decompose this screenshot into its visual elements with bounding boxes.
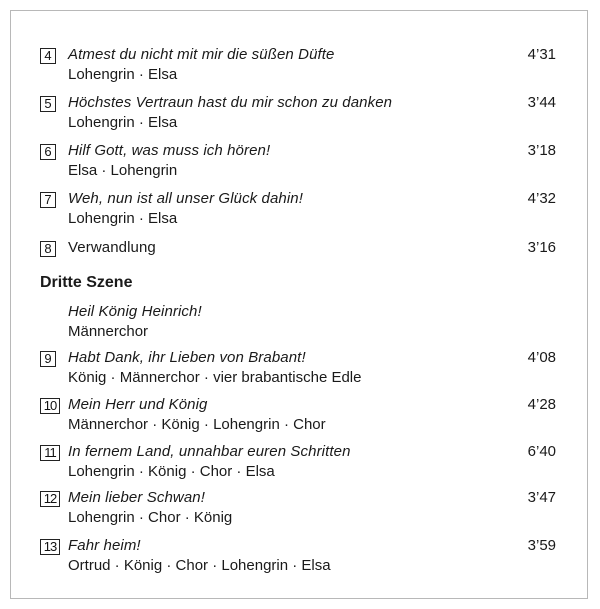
track-item bbox=[0, 140, 600, 180]
track-number: 6 bbox=[40, 144, 56, 160]
track-duration: 3’44 bbox=[527, 94, 556, 111]
track-duration: 6’40 bbox=[527, 443, 556, 460]
track-title: Weh, nun ist all unser Glück dahin! bbox=[68, 190, 304, 207]
track-title: Mein lieber Schwan! bbox=[68, 489, 205, 506]
track-cast: Lohengrin · Elsa bbox=[68, 114, 178, 131]
intro-title: Heil König Heinrich! bbox=[68, 303, 202, 320]
track-duration: 3’16 bbox=[527, 239, 556, 256]
scene-intro bbox=[0, 301, 600, 341]
track-cast: Elsa · Lohengrin bbox=[68, 162, 178, 179]
track-number: 11 bbox=[40, 445, 60, 461]
track-number: 9 bbox=[40, 351, 56, 367]
track-title: Verwandlung bbox=[68, 239, 156, 256]
track-item bbox=[0, 44, 600, 84]
track-number: 13 bbox=[40, 539, 60, 555]
track-duration: 3’47 bbox=[527, 489, 556, 506]
track-item bbox=[0, 487, 600, 527]
track-item bbox=[0, 92, 600, 132]
track-cast: König · Männerchor · vier brabantische Edle bbox=[68, 369, 362, 386]
track-item bbox=[0, 347, 600, 387]
track-number: 10 bbox=[40, 398, 60, 414]
track-number: 4 bbox=[40, 48, 56, 64]
track-duration: 4’32 bbox=[527, 190, 556, 207]
intro-cast: Männerchor bbox=[68, 323, 149, 340]
track-cast: Ortrud · König · Chor · Lohengrin · Elsa bbox=[68, 557, 331, 574]
track-cast: Männerchor · König · Lohengrin · Chor bbox=[68, 416, 326, 433]
track-item bbox=[0, 535, 600, 575]
track-cast: Lohengrin · Elsa bbox=[68, 210, 178, 227]
track-duration: 3’59 bbox=[527, 537, 556, 554]
track-title: Mein Herr und König bbox=[68, 396, 208, 413]
scene-heading: Dritte Szene bbox=[40, 274, 133, 291]
track-item bbox=[0, 394, 600, 434]
track-title: Atmest du nicht mit mir die süßen Düfte bbox=[68, 46, 335, 63]
track-item bbox=[0, 441, 600, 481]
track-title: In fernem Land, unnahbar euren Schritten bbox=[68, 443, 351, 460]
track-title: Fahr heim! bbox=[68, 537, 141, 554]
track-number: 8 bbox=[40, 241, 56, 257]
track-cast: Lohengrin · Elsa bbox=[68, 66, 178, 83]
track-duration: 4’28 bbox=[527, 396, 556, 413]
track-number: 5 bbox=[40, 96, 56, 112]
track-title: Höchstes Vertraun hast du mir schon zu danken bbox=[68, 94, 393, 111]
track-title: Habt Dank, ihr Lieben von Brabant! bbox=[68, 349, 306, 366]
track-cast: Lohengrin · König · Chor · Elsa bbox=[68, 463, 275, 480]
track-number: 7 bbox=[40, 192, 56, 208]
track-duration: 3’18 bbox=[527, 142, 556, 159]
track-duration: 4’08 bbox=[527, 349, 556, 366]
track-title: Hilf Gott, was muss ich hören! bbox=[68, 142, 271, 159]
track-cast: Lohengrin · Chor · König bbox=[68, 509, 233, 526]
track-item bbox=[0, 237, 600, 277]
track-duration: 4’31 bbox=[527, 46, 556, 63]
track-item bbox=[0, 188, 600, 228]
track-number: 12 bbox=[40, 491, 60, 507]
